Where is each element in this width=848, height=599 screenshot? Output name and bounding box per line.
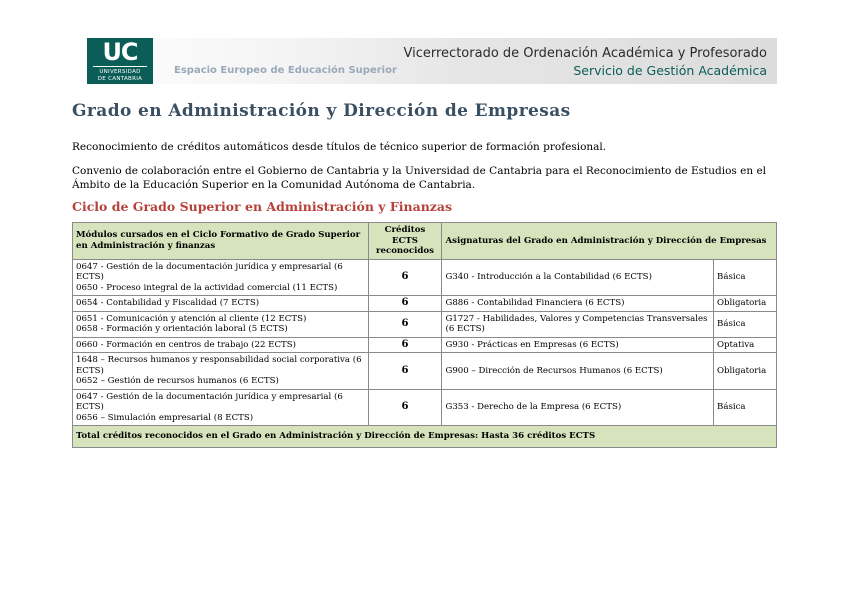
- recognition-table: [72, 222, 777, 448]
- section-subtitle: Ciclo de Grado Superior en Administración y Finanzas: [72, 199, 453, 214]
- cell-modulos: [73, 259, 369, 296]
- table-header-row: [73, 223, 777, 260]
- cell-creditos: 6: [368, 337, 442, 353]
- modulo-entry: 0650 - Proceso integral de la actividad comercial (11 ECTS): [76, 282, 338, 293]
- intro-paragraph: Reconocimiento de créditos automáticos desde títulos de técnico superior de formación profesional.: [72, 141, 607, 153]
- cell-creditos: 6: [368, 353, 442, 390]
- cell-tipo: Obligatoria: [714, 353, 777, 390]
- modulo-entry: 0654 - Contabilidad y Fiscalidad (7 ECTS): [76, 298, 260, 308]
- cell-asignatura: G340 - Introducción a la Contabilidad (6 ECTS): [442, 259, 714, 296]
- cell-creditos: 6: [368, 311, 442, 337]
- table-row: [73, 311, 777, 337]
- modulo-entry: 0647 - Gestión de la documentación jurídica y empresarial (6 ECTS): [76, 391, 343, 412]
- modulo-entry: 0656 – Simulación empresarial (8 ECTS): [76, 412, 254, 423]
- convenio-paragraph: Convenio de colaboración entre el Gobierno de Cantabria y la Universidad de Cantabria para el Reconocimiento de Estudios en el Ámbito de la Educación Superior en la Comunidad Autónoma de Cantabria.: [72, 165, 767, 191]
- total-credits: Total créditos reconocidos en el Grado en Administración y Dirección de Empresas: Hasta 36 créditos ECTS: [73, 426, 777, 448]
- cell-tipo: Básica: [714, 389, 777, 426]
- cell-tipo: Básica: [714, 311, 777, 337]
- modulo-entry: 0658 - Formación y orientación laboral (5 ECTS): [76, 324, 288, 334]
- servicio-label: Servicio de Gestión Académica: [573, 63, 767, 78]
- cell-asignatura: G1727 - Habilidades, Valores y Competencias Transversales (6 ECTS): [442, 311, 714, 337]
- cell-modulos: [73, 389, 369, 426]
- table-body: [73, 259, 777, 426]
- espacio-europeo-label: Espacio Europeo de Educación Superior: [174, 65, 397, 76]
- header-modulos: Módulos cursados en el Ciclo Formativo de Grado Superior en Administración y finanzas: [73, 223, 369, 260]
- table-row: [73, 337, 777, 353]
- table-row: [73, 259, 777, 296]
- cell-creditos: 6: [368, 296, 442, 312]
- table-row: [73, 296, 777, 312]
- logo-divider: [93, 66, 147, 67]
- cell-asignatura: G353 - Derecho de la Empresa (6 ECTS): [442, 389, 714, 426]
- header-asignaturas: Asignaturas del Grado en Administración y Dirección de Empresas: [442, 223, 777, 260]
- cell-tipo: Optativa: [714, 337, 777, 353]
- logo-subtitle-line1: UNIVERSIDAD: [99, 69, 141, 75]
- logo-subtitle-line2: DE CANTABRIA: [97, 75, 143, 82]
- header-creditos: Créditos ECTS reconocidos: [368, 223, 442, 260]
- cell-asignatura: G886 - Contabilidad Financiera (6 ECTS): [442, 296, 714, 312]
- modulo-entry: 0660 - Formación en centros de trabajo (22 ECTS): [76, 339, 296, 350]
- table-row: [73, 389, 777, 426]
- cell-creditos: 6: [368, 259, 442, 296]
- cell-modulos: [73, 353, 369, 390]
- cell-tipo: Básica: [714, 259, 777, 296]
- logo-text: UC: [102, 38, 138, 66]
- uc-logo: [87, 38, 153, 84]
- cell-asignatura: G930 - Prácticas en Empresas (6 ECTS): [442, 337, 714, 353]
- modulo-entry: 0651 - Comunicación y atención al cliente (12 ECTS): [76, 313, 307, 324]
- header-banner: [72, 38, 777, 84]
- cell-modulos: [73, 311, 369, 337]
- modulo-entry: 0647 - Gestión de la documentación jurídica y empresarial (6 ECTS): [76, 261, 343, 282]
- page-title: Grado en Administración y Dirección de Empresas: [72, 101, 571, 121]
- total-row: [73, 426, 777, 448]
- cell-tipo: Obligatoria: [714, 296, 777, 312]
- cell-creditos: 6: [368, 389, 442, 426]
- table-row: [73, 353, 777, 390]
- modulo-entry: 1648 – Recursos humanos y responsabilidad social corporativa (6 ECTS): [76, 355, 362, 376]
- vicerrectorado-label: Vicerrectorado de Ordenación Académica y Profesorado: [403, 46, 767, 61]
- modulo-entry: 0652 – Gestión de recursos humanos (6 ECTS): [76, 376, 279, 386]
- cell-modulos: [73, 337, 369, 353]
- cell-modulos: [73, 296, 369, 312]
- cell-asignatura: G900 – Dirección de Recursos Humanos (6 ECTS): [442, 353, 714, 390]
